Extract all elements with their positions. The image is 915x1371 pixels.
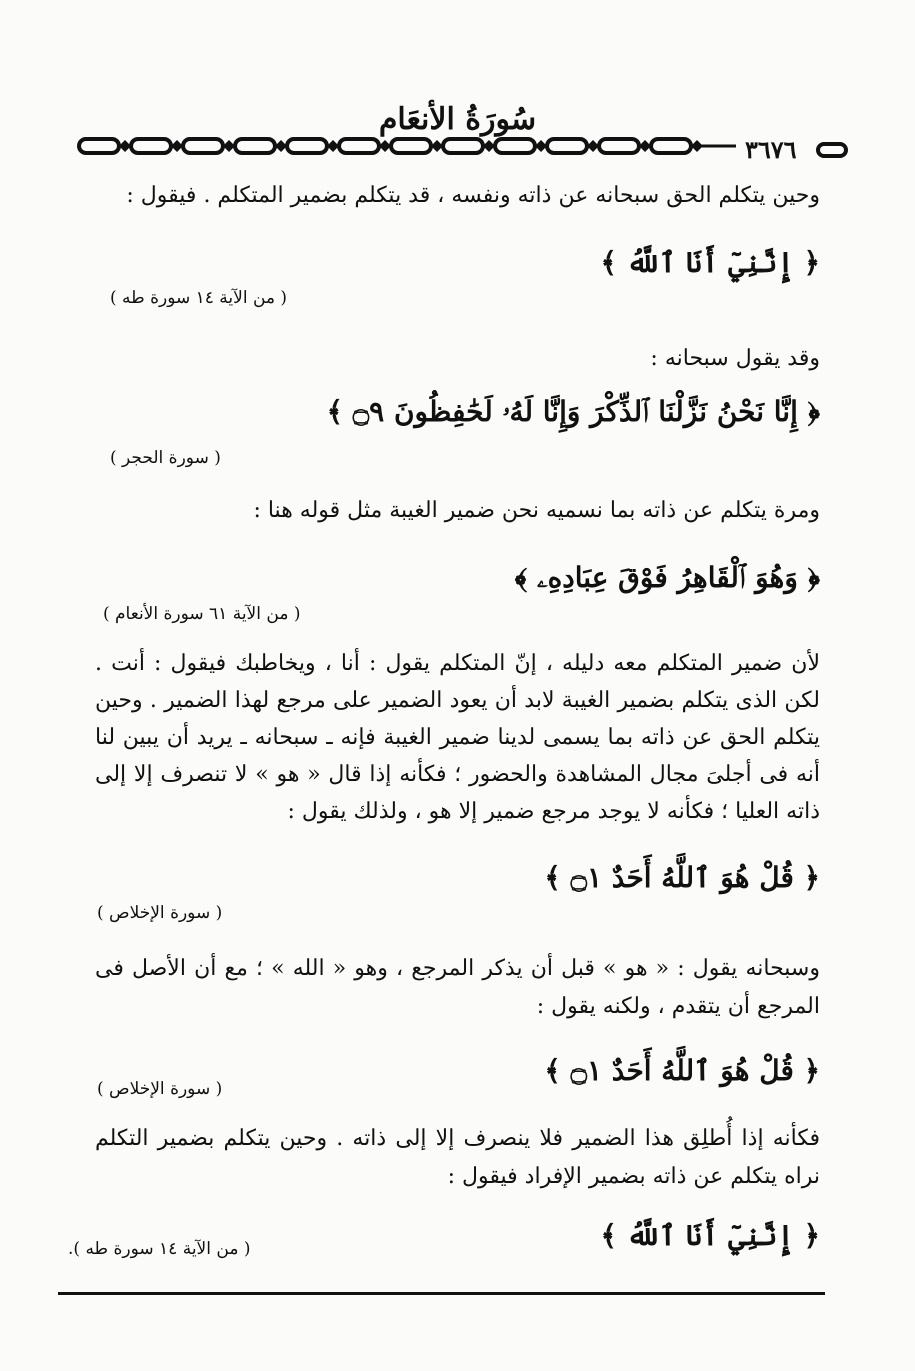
page-number: ٣٦٧٦ [745, 135, 797, 164]
chain-link [287, 139, 327, 153]
paragraph-4: لأن ضمير المتكلم معه دليله ، إنّ المتكلم يقول : أنا ، ويخاطبك فيقول : أنت . لكن الذى يتكلم بضمير الغيبة لابد أن يعود الضمير على مرجع لهذا الضمير . وحين يتكلم الحق عن ذاته بما يسمى لدينا ضمير الغيبة فإنه ـ سبحانه ـ يريد أن يبين لنا أنه فى أجلىَ مجال المشاهدة والحضور ؛ فكأنه إذا قال « هو » لا تنصرف إلا إلى ذاته العليا ؛ فكأنه لا يوجد مرجع ضمير إلا هو ، ولذلك يقول : [95, 651, 820, 824]
paragraph-2: وقد يقول سبحانه : [650, 346, 820, 371]
chain-link [391, 139, 431, 153]
paragraph-3: ومرة يتكلم عن ذاته بما نسميه نحن ضمير الغيبة مثل قوله هنا : [253, 498, 820, 523]
verse-source-3: ( من الآية ٦١ سورة الأنعام ) [103, 604, 301, 624]
verse-source-1: ( من الآية ١٤ سورة طه ) [110, 288, 288, 308]
chain-link [235, 139, 275, 153]
chain-link [443, 139, 483, 153]
chain-diamond [691, 140, 703, 152]
chain-link [547, 139, 587, 153]
paragraph-6: فكأنه إذا أُطلِق هذا الضمير فلا ينصرف إلا إلى ذاته . وحين يتكلم بضمير التكلم نراه يتكلم عن ذاته بضمير الإفراد فيقول : [95, 1126, 820, 1189]
quran-verse-3: ﴿ وَهُوَ ٱلْقَاهِرُ فَوْقَ عِبَادِهِۦ ﴾ [514, 561, 820, 594]
chain-link [651, 139, 691, 153]
chain-link [495, 139, 535, 153]
chain-link [131, 139, 171, 153]
paragraph-5: وسبحانه يقول : « هو » قبل أن يذكر المرجع ، وهو « الله » ؛ مع أن الأصل فى المرجع أن يتقدم ، ولكنه يقول : [95, 956, 820, 1019]
chain-link [79, 139, 119, 153]
quran-verse-6: ﴿ إِنَّنِيٓ أَنَا ٱللَّهُ ﴾ [600, 1219, 820, 1252]
verse-source-2: ( سورة الحجر ) [110, 448, 221, 468]
quran-verse-5: ﴿ قُلْ هُوَ ٱللَّهُ أَحَدٌ ۝١ ﴾ [544, 1054, 820, 1087]
chain-link [339, 139, 379, 153]
chain-link [183, 139, 223, 153]
quran-verse-2: ﴿ إِنَّا نَحْنُ نَزَّلْنَا ٱلذِّكْرَ وَإِنَّا لَهُۥ لَحَٰفِظُونَ ۝٩ ﴾ [326, 395, 820, 428]
bottom-rule [58, 1292, 825, 1295]
paragraph-1: وحين يتكلم الحق سبحانه عن ذاته ونفسه ، قد يتكلم بضمير المتكلم . فيقول : [126, 183, 820, 208]
verse-source-6: ( من الآية ١٤ سورة طه ). [68, 1239, 251, 1259]
verse-source-4: ( سورة الإخلاص ) [97, 903, 223, 923]
surah-title: سُورَةُ الأنعَام [378, 102, 537, 137]
chain-ornament-divider [75, 130, 740, 162]
quran-verse-1: ﴿ إِنَّنِيٓ أَنَا ٱللَّهُ ﴾ [600, 246, 820, 279]
quran-verse-4: ﴿ قُلْ هُوَ ٱللَّهُ أَحَدٌ ۝١ ﴾ [544, 861, 820, 894]
chain-link [599, 139, 639, 153]
verse-source-5: ( سورة الإخلاص ) [97, 1079, 223, 1099]
